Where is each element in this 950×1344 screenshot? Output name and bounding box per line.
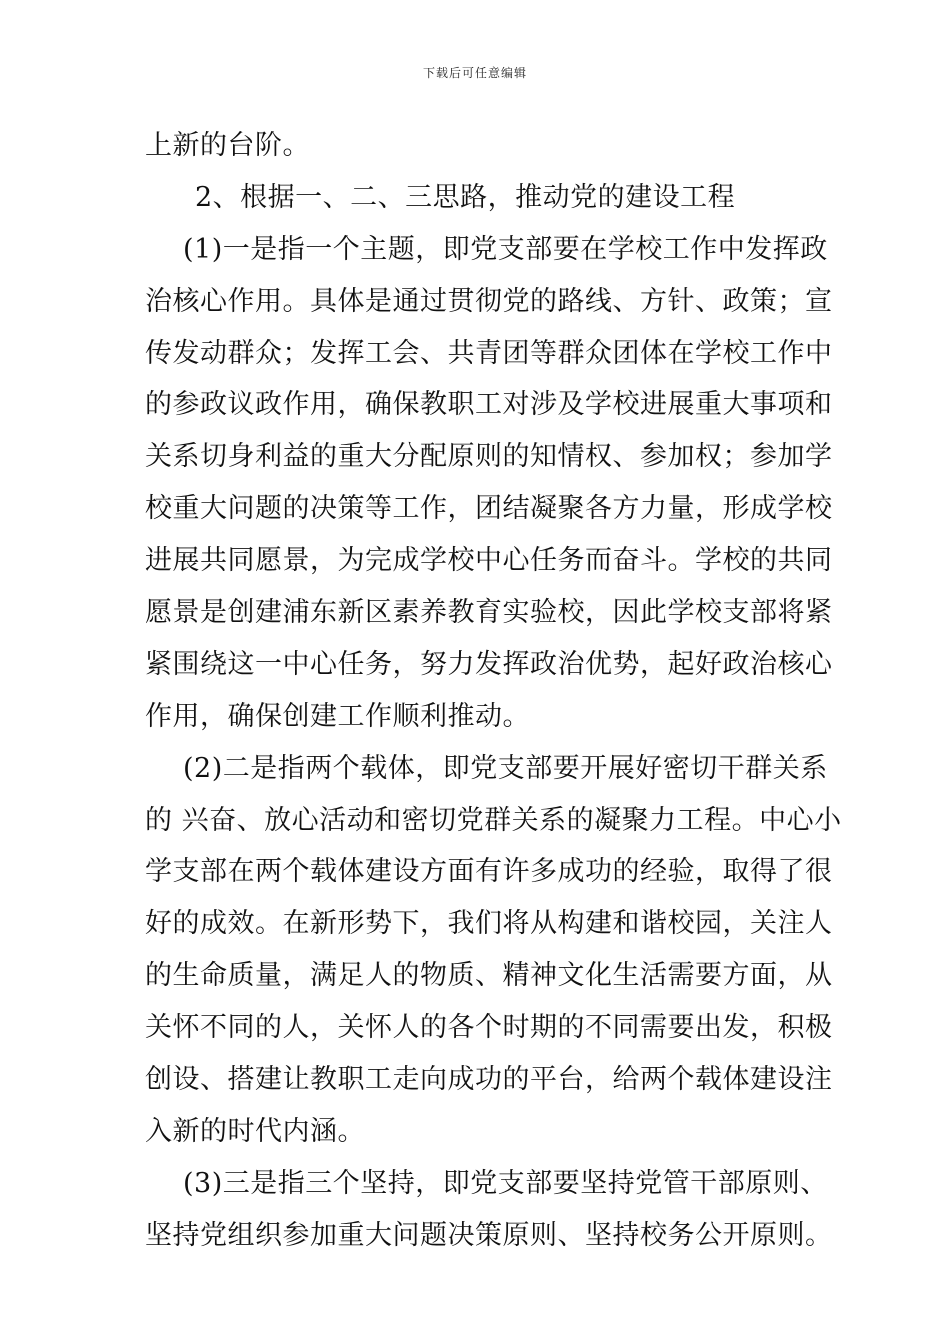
text-line: 好的成效。在新形势下，我们将从构建和谐校园，关注人 bbox=[145, 908, 833, 940]
text-line: 关系切身利益的重大分配原则的知情权、参加权；参加学 bbox=[145, 441, 833, 473]
text-line: 坚持党组织参加重大问题决策原则、坚持校务公开原则。 bbox=[145, 1219, 833, 1251]
text-line: 创设、搭建让教职工走向成功的平台，给两个载体建设注 bbox=[145, 1064, 833, 1096]
header-note: 下载后可任意编辑 bbox=[422, 66, 527, 80]
text-line: 入新的时代内涵。 bbox=[145, 1115, 365, 1147]
paragraph-start: (3)三是指三个坚持，即党支部要坚持党管干部原则、 bbox=[183, 1167, 828, 1199]
section-heading: 2、根据一、二、三思路，推动党的建设工程 bbox=[195, 181, 736, 213]
text-line: 的参政议政作用，确保教职工对涉及学校进展重大事项和 bbox=[145, 389, 833, 421]
text-line: 愿景是创建浦东新区素养教育实验校，因此学校支部将紧 bbox=[145, 597, 833, 629]
text-line: 的生命质量，满足人的物质、精神文化生活需要方面，从 bbox=[145, 960, 833, 992]
text-line: 紧围绕这一中心任务，努力发挥政治优势，起好政治核心 bbox=[145, 648, 833, 680]
text-line: 学支部在两个载体建设方面有许多成功的经验，取得了很 bbox=[145, 856, 833, 888]
text-line: 校重大问题的决策等工作，团结凝聚各方力量，形成学校 bbox=[145, 493, 833, 525]
text-line: 进展共同愿景，为完成学校中心任务而奋斗。学校的共同 bbox=[145, 545, 833, 577]
text-line: 上新的台阶。 bbox=[145, 130, 310, 161]
paragraph-start: (1)一是指一个主题，即党支部要在学校工作中发挥政 bbox=[183, 233, 828, 265]
text-line: 关怀不同的人，关怀人的各个时期的不同需要出发，积极 bbox=[145, 1012, 833, 1044]
text-line: 传发动群众；发挥工会、共青团等群众团体在学校工作中 bbox=[145, 337, 833, 369]
text-line: 的 兴奋、放心活动和密切党群关系的凝聚力工程。中心小 bbox=[145, 804, 842, 836]
paragraph-start: (2)二是指两个载体，即党支部要开展好密切干群关系 bbox=[183, 752, 828, 784]
document-body bbox=[145, 120, 842, 1262]
text-line: 治核心作用。具体是通过贯彻党的路线、方针、政策；宣 bbox=[145, 285, 833, 317]
text-line: 作用，确保创建工作顺利推动。 bbox=[145, 700, 530, 732]
